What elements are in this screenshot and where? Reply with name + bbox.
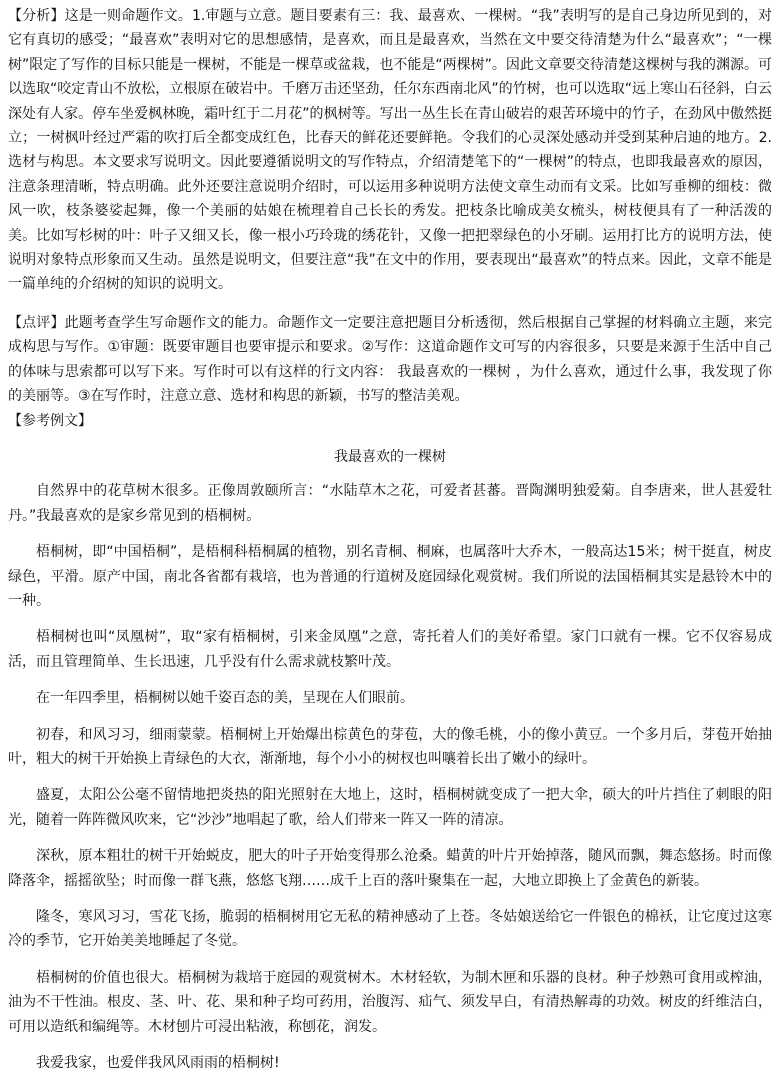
comment-section	[8, 311, 772, 409]
essay-paragraph: 隆冬，寒风习习，雪花飞扬，脆弱的梧桐树用它无私的精神感动了上苍。冬姑娘送给它一件银色的棉袄，让它度过这寒冷的季节，它开始美美地睡起了冬觉。	[8, 909, 772, 950]
essay-body	[8, 479, 772, 1075]
essay-paragraph: 盛夏，太阳公公毫不留情地把炎热的阳光照射在大地上，这时，梧桐树就变成了一把大伞，硕大的叶片挡住了刺眼的阳光，随着一阵阵微风吹来，它“沙沙”地唱起了歌，给人们带来一阵又一阵的清凉。	[8, 787, 772, 828]
essay-paragraph: 梧桐树，即“中国梧桐”，是梧桐科梧桐属的植物，别名青桐、桐麻，也属落叶大乔木，一般高达15米；树干挺直，树皮绿色，平滑。原产中国，南北各省都有栽培，也为普通的行道树及庭园绿化观赏树。我们所说的法国梧桐其实是悬铃木中的一种。	[8, 544, 772, 609]
essay-paragraph: 深秋，原本粗壮的树干开始蜕皮，肥大的叶子开始变得那么沧桑。蜡黄的叶片开始掉落，随风而飘，舞态悠扬。时而像降落伞，摇摇欲坠；时而像一群飞燕，悠悠飞翔……成千上百的落叶聚集在一起，大地立即换上了金黄色的新装。	[8, 848, 772, 889]
essay-paragraph: 初春，和风习习，细雨蒙蒙。梧桐树上开始爆出棕黄色的芽苞，大的像毛桃，小的像小黄豆。一个多月后，芽苞开始抽叶，粗大的树干开始换上青绿色的大衣，渐渐地，每个小小的树杈也叫嚷着长出了嫩小的绿叶。	[8, 726, 772, 767]
analysis-label: 【分析】	[8, 8, 65, 24]
essay-paragraph: 我爱我家，也爱伴我风风雨雨的梧桐树!	[36, 1055, 280, 1072]
essay-paragraph: 梧桐树的价值也很大。梧桐树为栽培于庭园的观赏树木。木材轻软，为制木匣和乐器的良材。种子炒熟可食用或榨油，油为不干性油。根皮、茎、叶、花、果和种子均可药用，治腹泻、疝气、须发早白，有清热解毒的功效。树皮的纤维洁白，可用以造纸和编绳等。木材刨片可浸出粘液，称刨花，润发。	[8, 969, 772, 1035]
comment-text: 此题考查学生写命题作文的能力。命题作文一定要注意把题目分析透彻，然后根据自己掌握的材料确立主题，来完成构思与写作。①审题：既要审题目也要审提示和要求。②写作：这道命题作文可写的内容很多，只要是来源于生活中自己的体味与思索都可以写下来。写作时可以有这样的行文内容： 我最喜欢的一棵树 ，为什么喜欢，通过什么事，我发现了你的美丽等。③在写作时，注意立意、选材和构思的新颖，书写的整洁美观。	[8, 314, 773, 405]
comment-label: 【点评】	[8, 314, 65, 331]
essay-paragraph: 自然界中的花草树木很多。正像周敦颐所言：“水陆草木之花，可爱者甚蕃。晋陶渊明独爱菊。自李唐来，世人甚爱牡丹。”我最喜欢的是家乡常见到的梧桐树。	[8, 483, 772, 524]
essay-paragraph: 梧桐树也叫“凤凰树”，取“家有梧桐树，引来金凤凰”之意，寄托着人们的美好希望。家门口就有一棵。它不仅容易成活，而且管理简单、生长迅速，几乎没有什么需求就枝繁叶茂。	[8, 629, 772, 670]
analysis-section	[8, 4, 772, 297]
analysis-text: 这是一则命题作文。1.审题与立意。题目要素有三：我、最喜欢、一棵树。“我”表明写的是自己身边所见到的，对它有真切的感受；“最喜欢”表明对它的思想感情，是喜欢，而且是最喜欢，当然在文中要交待清楚为什么“最喜欢”；“一棵树”限定了写作的目标只能是一棵树，不能是一棵草或盆栽，也不能是“两棵树”。因此文章要交待清楚这棵树与我的渊源。可以选取“咬定青山不放松，立根原在破岩中。千磨万击还坚劲，任尔东西南北风”的竹树，也可以选取“远上寒山石径斜，白云深处有人家。停车坐爱枫林晚，霜叶红于二月花”的枫树等。写出一丛生长在青山破岩的艰苦环境中的竹子，在劲风中傲然挺立；一树枫叶经过严霜的吹打后全都变成红色，比春天的鲜花还要鲜艳。令我们的心灵深处感动并受到某种启迪的地方。2.选材与构思。本文要求写说明文。因此要遵循说明文的写作特点，介绍清楚笔下的“一棵树”的特点，也即我最喜欢的原因，注意条理清晰，特点明确。此外还要注意说明介绍时，可以运用多种说明方法使文章生动而有文采。比如写垂柳的细枝：微风一吹，枝条婆娑起舞，像一个美丽的姑娘在梳理着自己长长的秀发。把枝条比喻成美女梳头，树枝便具有了一种活泼的美。比如写杉树的叶：叶子又细又长，像一根小巧玲珑的绣花针，又像一把把翠绿色的小牙刷。运用打比方的说明方法，使说明对象特点形象而又生动。虽然是说明文，但要注意“我”在文中的作用，要表现出“最喜欢”的特点来。因此，文章不能是一篇单纯的介绍树的知识的说明文。	[8, 8, 772, 293]
essay-title: 我最喜欢的一棵树	[334, 448, 446, 465]
reference-essay-label: 【参考例文】	[8, 412, 92, 429]
essay-paragraph: 在一年四季里，梧桐树以她千姿百态的美，呈现在人们眼前。	[36, 690, 414, 707]
